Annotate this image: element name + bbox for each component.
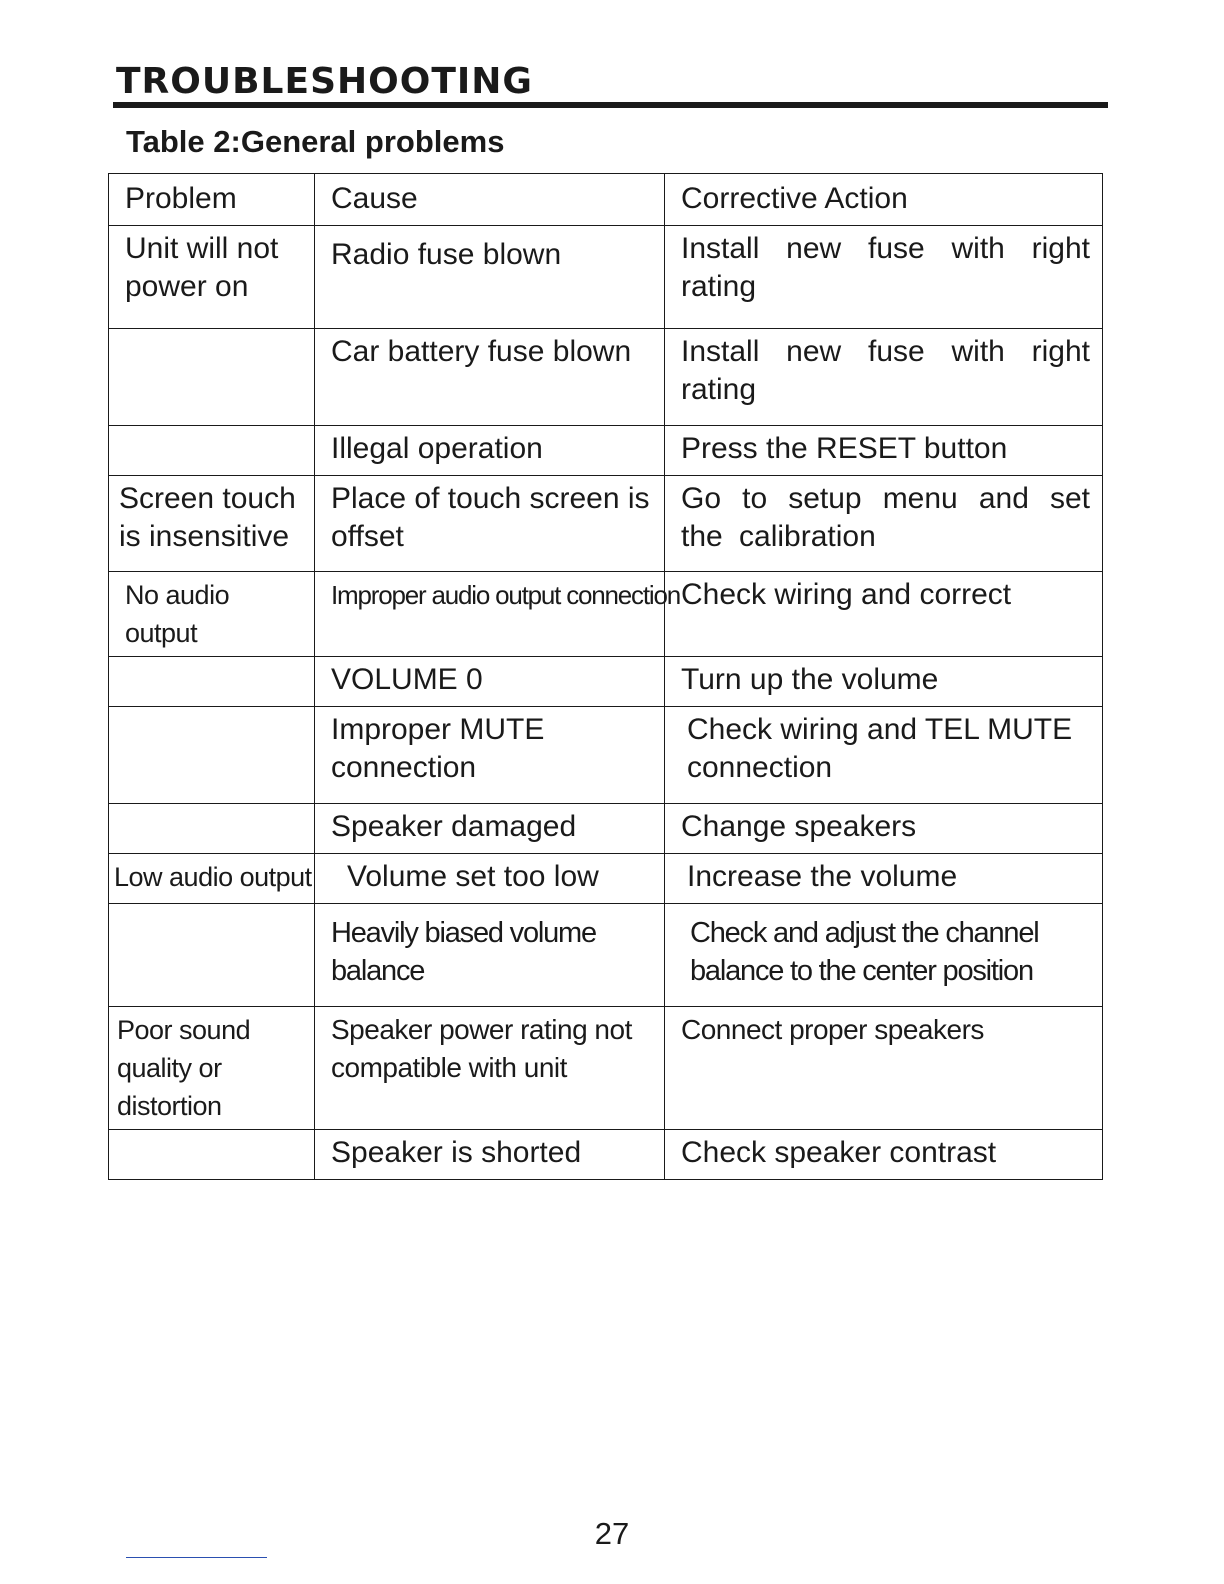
action-cell: Install new fuse with right rating [665,329,1103,426]
problem-cell [109,329,315,426]
cause-cell: Heavily biased volume balance [315,904,665,1007]
cause-cell: Speaker damaged [315,804,665,854]
table-row [109,804,1103,854]
action-cell: Check speaker contrast [665,1130,1103,1180]
action-cell: Check and adjust the channel balance to the center position [665,904,1103,1007]
section-title: TROUBLESHOOTING [116,61,533,102]
problem-cell: Low audio output [109,854,315,904]
problem-cell [109,426,315,476]
page-number: 27 [594,1516,630,1551]
action-cell: Change speakers [665,804,1103,854]
cause-cell: Volume set too low [315,854,665,904]
cause-cell: Place of touch screen is offset [315,476,665,572]
table-row [109,1130,1103,1180]
table-row [109,329,1103,426]
action-cell: Check wiring and correct [665,572,1103,657]
problem-cell [109,707,315,804]
action-cell: Check wiring and TEL MUTE connection [665,707,1103,804]
cause-cell: Speaker power rating not compatible with unit [315,1007,665,1130]
cause-cell: Improper MUTE connection [315,707,665,804]
cause-cell: Car battery fuse blown [315,329,665,426]
cause-cell: Illegal operation [315,426,665,476]
table-row [109,426,1103,476]
title-rule [113,102,1108,108]
cause-cell: Speaker is shorted [315,1130,665,1180]
action-cell: Install new fuse with right rating [665,226,1103,329]
table-row [109,904,1103,1007]
action-cell: Press the RESET button [665,426,1103,476]
action-cell: Increase the volume [665,854,1103,904]
table-row [109,476,1103,572]
problem-cell [109,1130,315,1180]
header-cause: Cause [315,174,665,226]
table-row [109,707,1103,804]
table-row [109,1007,1103,1130]
problem-cell: No audio output [109,572,315,657]
table-row [109,657,1103,707]
action-cell: Connect proper speakers [665,1007,1103,1130]
header-problem: Problem [109,174,315,226]
problem-cell [109,657,315,707]
action-cell: Go to setup menu and set the calibration [665,476,1103,572]
cause-cell: Radio fuse blown [315,226,665,329]
problem-cell: Screen touch is insensitive [109,476,315,572]
problem-cell: Poor sound quality or distortion [109,1007,315,1130]
footer-rule [126,1557,267,1558]
table-row [109,854,1103,904]
action-cell: Turn up the volume [665,657,1103,707]
cause-cell: Improper audio output connection [315,572,665,657]
troubleshooting-table [108,173,1103,1180]
cause-cell: VOLUME 0 [315,657,665,707]
problem-cell [109,904,315,1007]
problem-cell [109,804,315,854]
table-caption: Table 2:General problems [126,124,505,159]
problem-cell: Unit will not power on [109,226,315,329]
header-corrective-action: Corrective Action [665,174,1103,226]
table-row [109,572,1103,657]
table-header-row [109,174,1103,226]
table-row [109,226,1103,329]
